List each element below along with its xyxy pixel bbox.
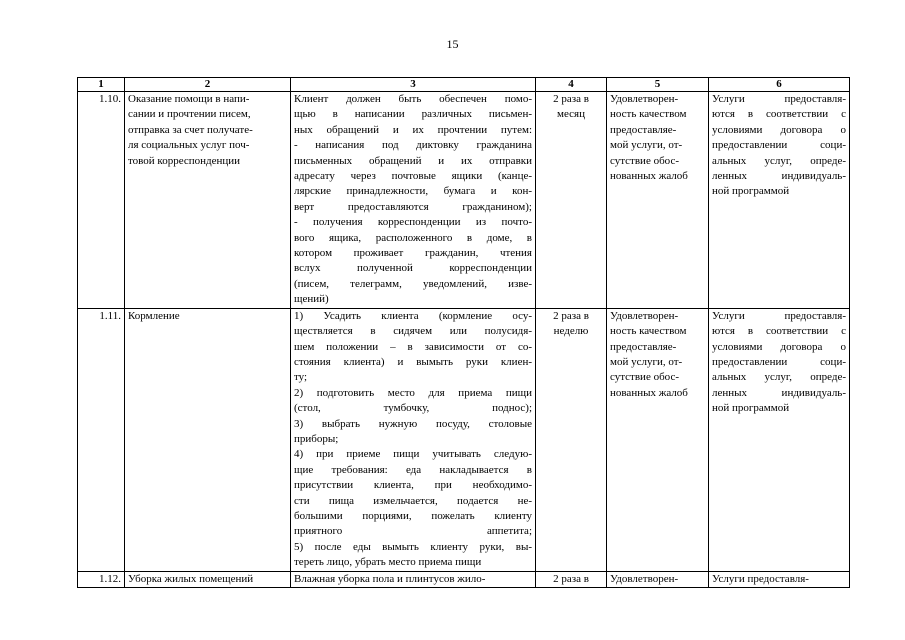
cell-text-line: ленных индивидуаль- — [712, 386, 846, 399]
cell-text-line: условиями договора о — [712, 340, 846, 353]
cell-text-line: вого ящика, расположенного в доме, в — [294, 231, 532, 244]
cell-text-line: Услуги предоставля- — [712, 93, 846, 105]
cell-text-line: (писем, телеграмм, уведомлений, изве- — [294, 277, 532, 290]
cell-text-line: лярские принадлежности, бумага и кон- — [294, 185, 532, 198]
cell-text-line: ются в соответствии с — [712, 325, 846, 338]
cell-text-line: альных услуг, опреде- — [712, 154, 846, 167]
cell-text-line: отправка за счет получате- — [128, 123, 253, 136]
conditions-cell — [709, 92, 850, 309]
frequency-cell — [536, 308, 607, 571]
row-number-cell: 1.11. — [78, 308, 125, 571]
cell-text-line: - получения корреспонденции из почто- — [294, 216, 532, 229]
service-name-cell — [125, 308, 291, 571]
cell-text-line: присутствии клиента, при необходимо- — [294, 479, 532, 492]
cell-text-line: 1) Усадить клиента (кормление осу- — [294, 309, 532, 322]
header-col-1: 1 — [78, 78, 125, 92]
cell-text-line: Уборка жилых помещений — [128, 572, 254, 585]
cell-text-line: Удовлетворен- — [610, 309, 679, 322]
page-number: 15 — [446, 37, 459, 51]
cell-text-line: ной программой — [712, 185, 790, 198]
cell-text-line: приборы; — [294, 432, 339, 445]
cell-text-line: сутствие обос- — [610, 154, 679, 167]
cell-text-line: 4) при приеме пищи учитывать следую- — [294, 448, 532, 461]
cell-text-line: условиями договора о — [712, 123, 846, 136]
service-name-cell — [125, 92, 291, 309]
cell-text-line: ществляется в сидячем или полусидя- — [294, 325, 532, 338]
cell-text-line: сании и прочтении писем, — [128, 108, 251, 121]
cell-text-line: тереть лицо, убрать место приема пищи — [294, 556, 482, 569]
cell-text-line: 2) подготовить место для приема пищи — [294, 386, 532, 399]
cell-text-line: предоставляе- — [610, 340, 677, 353]
service-name-cell — [125, 571, 291, 587]
cell-text-line: стояния клиента) и вымыть руки клиен- — [294, 355, 532, 368]
cell-text-line: ленных индивидуаль- — [712, 170, 846, 183]
cell-text-line: 2 раза в — [553, 572, 589, 585]
cell-text-line: товой корреспонденции — [128, 154, 241, 167]
header-col-4: 4 — [536, 78, 607, 92]
cell-text-line: сутствие обос- — [610, 371, 679, 384]
cell-text-line: ту; — [294, 371, 308, 384]
frequency-cell — [536, 92, 607, 309]
cell-text-line: шем положении – в зависимости от со- — [294, 340, 532, 353]
cell-text-line: мой услуги, от- — [610, 139, 683, 152]
cell-text-line: адресату через почтовые ящики (канце- — [294, 170, 532, 183]
frequency-cell — [536, 571, 607, 587]
header-row — [78, 78, 850, 92]
cell-text-line: Клиент должен быть обеспечен помо- — [294, 93, 532, 105]
cell-text-line: большими порциями, пожелать клиенту — [294, 509, 532, 522]
header-col-5: 5 — [607, 78, 709, 92]
cell-text-line: нованных жалоб — [610, 386, 688, 399]
cell-text-line: Влажная уборка пола и плинтусов жило- — [294, 572, 486, 585]
quality-criteria-cell — [607, 92, 709, 309]
cell-text-line: - написания под диктовку гражданина — [294, 139, 532, 152]
row-number-cell: 1.12. — [78, 571, 125, 587]
cell-text-line: месяц — [557, 108, 585, 121]
cell-text-line: нованных жалоб — [610, 170, 688, 183]
cell-text-line: верт предоставляются гражданином); — [294, 200, 532, 213]
header-col-6: 6 — [709, 78, 850, 92]
table-body — [78, 92, 850, 588]
cell-text-line: письменных обращений и их отправки — [294, 154, 532, 167]
conditions-cell — [709, 571, 850, 587]
header-col-2: 2 — [125, 78, 291, 92]
header-col-3: 3 — [291, 78, 536, 92]
service-description-cell — [291, 308, 536, 571]
quality-criteria-cell — [607, 571, 709, 587]
cell-text-line: 2 раза в — [553, 93, 589, 105]
cell-text-line: предоставлении соци- — [712, 355, 846, 368]
services-table — [77, 77, 850, 588]
cell-text-line: вслух полученной корреспонденции — [294, 262, 532, 275]
cell-text-line: 5) после еды вымыть клиенту руки, вы- — [294, 540, 532, 553]
cell-text-line: 3) выбрать нужную посуду, столовые — [294, 417, 532, 430]
table-row — [78, 308, 850, 571]
cell-text-line: предоставляе- — [610, 123, 677, 136]
cell-text-line: (стол, тумбочку, поднос); — [294, 402, 532, 415]
cell-text-line: ной программой — [712, 402, 790, 415]
cell-text-line: Оказание помощи в напи- — [128, 93, 250, 105]
cell-text-line: 2 раза в — [553, 309, 589, 322]
cell-text-line: сти пища измельчается, подается не- — [294, 494, 532, 507]
cell-text-line: Кормление — [128, 309, 180, 322]
service-description-cell — [291, 92, 536, 309]
cell-text-line: Услуги предоставля- — [712, 309, 846, 322]
cell-text-line: ность качеством — [610, 325, 687, 338]
cell-text-line: ность качеством — [610, 108, 687, 121]
cell-text-line: Услуги предоставля- — [712, 572, 809, 585]
service-description-cell — [291, 571, 536, 587]
cell-text-line: щений) — [294, 293, 329, 306]
cell-text-line: Удовлетворен- — [610, 93, 679, 105]
table-row — [78, 571, 850, 587]
cell-text-line: щью в написании различных письмен- — [294, 108, 532, 121]
cell-text-line: Удовлетворен- — [610, 572, 679, 585]
quality-criteria-cell — [607, 308, 709, 571]
table-row — [78, 92, 850, 309]
cell-text-line: щие требования: еда накладывается в — [294, 463, 532, 476]
conditions-cell — [709, 308, 850, 571]
cell-text-line: приятного аппетита; — [294, 525, 532, 538]
cell-text-line: ются в соответствии с — [712, 108, 846, 121]
table-header — [78, 78, 850, 92]
cell-text-line: мой услуги, от- — [610, 355, 683, 368]
cell-text-line: ных обращений и их прочтении путем: — [294, 123, 532, 136]
cell-text-line: неделю — [553, 325, 589, 338]
row-number-cell: 1.10. — [78, 92, 125, 309]
cell-text-line: ля социальных услуг поч- — [128, 139, 250, 152]
cell-text-line: предоставлении соци- — [712, 139, 846, 152]
cell-text-line: котором проживает гражданин, чтения — [294, 247, 532, 260]
cell-text-line: альных услуг, опреде- — [712, 371, 846, 384]
